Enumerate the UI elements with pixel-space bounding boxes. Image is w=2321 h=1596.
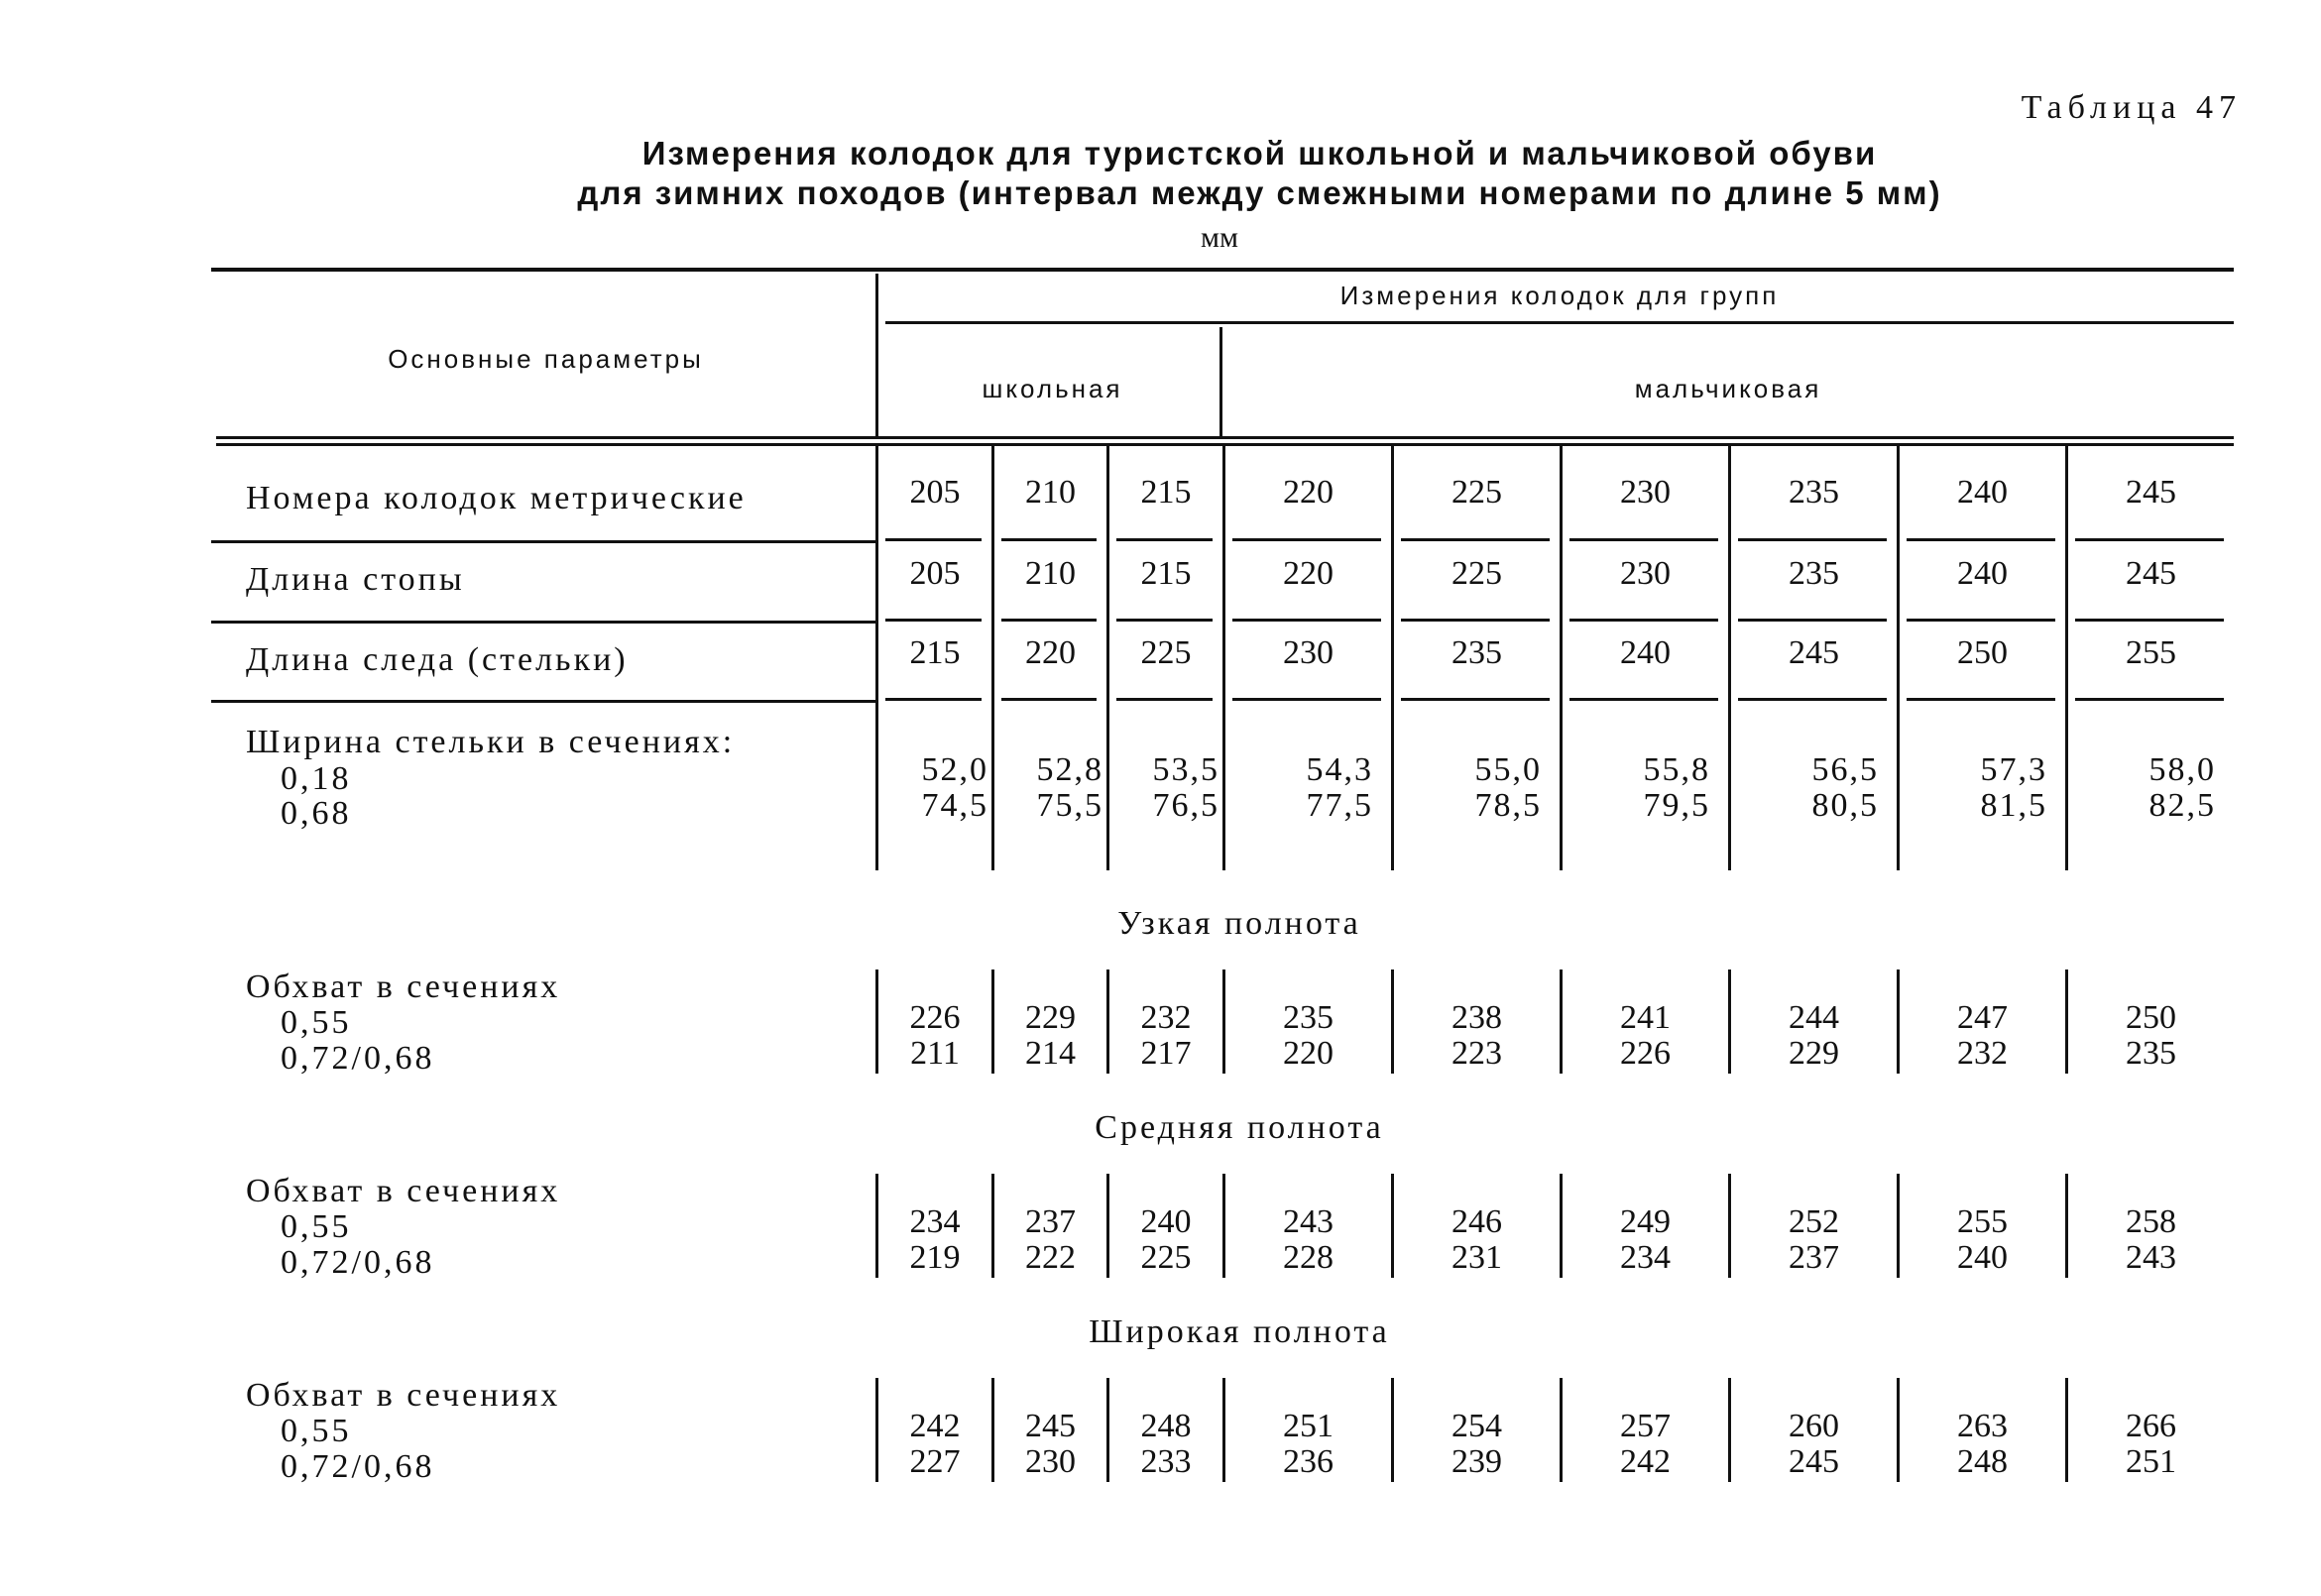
section-2-cell-072-8: 251 — [2126, 1443, 2176, 1480]
header-divider-params — [875, 274, 878, 436]
section-2-cell-072-4: 239 — [1451, 1443, 1502, 1480]
cell-insole-width-068-1: 75,5 — [1036, 787, 1103, 824]
cell-rule-r1-c1 — [1001, 619, 1097, 622]
cell-rule-r1-c7 — [1907, 619, 2055, 622]
section-2-cell-055-5: 257 — [1620, 1408, 1671, 1444]
cell-rule-r2-c0 — [885, 698, 982, 701]
section-narrow-sub2: 0,72/0,68 — [281, 1040, 435, 1077]
cell-insole-width-018-0: 52,0 — [921, 751, 988, 788]
cell-insole_length-2: 225 — [1140, 634, 1192, 671]
section-0-cell-055-3: 235 — [1283, 999, 1334, 1036]
cell-insole_length-0: 215 — [909, 634, 961, 671]
cell-insole-width-018-1: 52,8 — [1036, 751, 1103, 788]
cell-insole-width-068-7: 81,5 — [1980, 787, 2047, 824]
section-0-cell-072-8: 235 — [2126, 1035, 2176, 1072]
cell-rule-r0-c6 — [1738, 538, 1887, 541]
section-2-cell-055-6: 260 — [1789, 1408, 1839, 1444]
cell-rule-r2-c1 — [1001, 698, 1097, 701]
section-0-cell-072-7: 232 — [1957, 1035, 2008, 1072]
cell-foot_length-8: 245 — [2126, 555, 2176, 592]
cell-foot_length-3: 220 — [1283, 555, 1334, 592]
row-label-insole-length: Длина следа (стельки) — [246, 641, 629, 678]
cell-insole-width-068-6: 80,5 — [1811, 787, 1879, 824]
cell-insole_length-1: 220 — [1025, 634, 1076, 671]
section-0-cell-072-4: 223 — [1451, 1035, 1502, 1072]
header-measurements: Измерения колодок для групп — [1339, 281, 1780, 310]
unit-label: мм — [1201, 221, 1238, 254]
header-double-rule-top — [216, 436, 2234, 439]
cell-rule-r2-c8 — [2075, 698, 2224, 701]
section-narrow-sub1: 0,55 — [281, 1004, 352, 1041]
section-2-cell-055-2: 248 — [1140, 1408, 1192, 1444]
cell-foot_length-5: 230 — [1620, 555, 1671, 592]
cell-foot_length-4: 225 — [1451, 555, 1502, 592]
cell-insole-width-068-3: 77,5 — [1306, 787, 1373, 824]
cell-foot_length-2: 215 — [1140, 555, 1192, 592]
section-1-cell-055-0: 234 — [909, 1203, 961, 1240]
section-1-cell-072-8: 243 — [2126, 1239, 2176, 1276]
section-0-cell-055-5: 241 — [1620, 999, 1671, 1036]
section-0-cell-072-0: 211 — [910, 1035, 960, 1072]
cell-insole-width-068-4: 78,5 — [1474, 787, 1542, 824]
section-1-cell-072-7: 240 — [1957, 1239, 2008, 1276]
table-title-line-2: для зимних походов (интервал между смежными номерами по длине 5 мм) — [577, 174, 1942, 211]
row-label-numbers: Номера колодок метрические — [246, 480, 747, 516]
section-0-cell-072-5: 226 — [1620, 1035, 1671, 1072]
section-1-cell-055-4: 246 — [1451, 1203, 1502, 1240]
section-0-cell-072-2: 217 — [1140, 1035, 1192, 1072]
section-2-cell-055-7: 263 — [1957, 1408, 2008, 1444]
cell-insole_length-7: 250 — [1957, 634, 2008, 671]
section-2-cell-055-3: 251 — [1283, 1408, 1334, 1444]
cell-rule-r1-c5 — [1569, 619, 1718, 622]
section-2-cell-072-3: 236 — [1283, 1443, 1334, 1480]
header-rule-groups — [885, 321, 2234, 324]
section-0-cell-055-8: 250 — [2126, 999, 2176, 1036]
cell-insole-width-018-2: 53,5 — [1152, 751, 1219, 788]
cell-insole_length-4: 235 — [1451, 634, 1502, 671]
section-2-cell-055-0: 242 — [909, 1408, 961, 1444]
cell-numbers-6: 235 — [1789, 474, 1839, 511]
cell-rule-r0-c2 — [1116, 538, 1213, 541]
section-2-cell-072-1: 230 — [1025, 1443, 1076, 1480]
section-0-cell-055-4: 238 — [1451, 999, 1502, 1036]
cell-rule-r1-c6 — [1738, 619, 1887, 622]
section-1-cell-072-3: 228 — [1283, 1239, 1334, 1276]
cell-insole-width-018-6: 56,5 — [1811, 751, 1879, 788]
section-1-cell-072-0: 219 — [909, 1239, 961, 1276]
cell-numbers-8: 245 — [2126, 474, 2176, 511]
cell-rule-r0-c7 — [1907, 538, 2055, 541]
section-2-cell-055-4: 254 — [1451, 1408, 1502, 1444]
section-0-cell-055-7: 247 — [1957, 999, 2008, 1036]
section-title-wide: Широкая полнота — [1089, 1313, 1390, 1350]
table-number: Таблица 47 — [2021, 89, 2242, 126]
cell-insole-width-018-8: 58,0 — [2148, 751, 2216, 788]
section-0-cell-072-3: 220 — [1283, 1035, 1334, 1072]
section-1-cell-055-1: 237 — [1025, 1203, 1076, 1240]
cell-numbers-0: 205 — [909, 474, 961, 511]
section-narrow-label: Обхват в сечениях — [246, 969, 561, 1005]
section-1-cell-072-2: 225 — [1140, 1239, 1192, 1276]
section-1-cell-055-3: 243 — [1283, 1203, 1334, 1240]
cell-insole_length-8: 255 — [2126, 634, 2176, 671]
cell-rule-r0-c8 — [2075, 538, 2224, 541]
section-1-cell-072-4: 231 — [1451, 1239, 1502, 1276]
section-title-medium: Средняя полнота — [1095, 1109, 1384, 1146]
section-1-cell-055-5: 249 — [1620, 1203, 1671, 1240]
header-group-boys: мальчиковая — [1634, 374, 1822, 403]
cell-foot_length-0: 205 — [909, 555, 961, 592]
row-label-foot-length: Длина стопы — [246, 561, 465, 598]
section-2-cell-072-5: 242 — [1620, 1443, 1671, 1480]
cell-foot_length-1: 210 — [1025, 555, 1076, 592]
cell-rule-r0-c0 — [885, 538, 982, 541]
cell-insole-width-068-0: 74,5 — [921, 787, 988, 824]
cell-insole-width-018-3: 54,3 — [1306, 751, 1373, 788]
section-2-cell-072-2: 233 — [1140, 1443, 1192, 1480]
cell-rule-r1-c4 — [1401, 619, 1550, 622]
section-0-cell-072-6: 229 — [1789, 1035, 1839, 1072]
section-1-cell-072-1: 222 — [1025, 1239, 1076, 1276]
section-1-cell-055-7: 255 — [1957, 1203, 2008, 1240]
cell-insole_length-5: 240 — [1620, 634, 1671, 671]
cell-numbers-3: 220 — [1283, 474, 1334, 511]
cell-numbers-1: 210 — [1025, 474, 1076, 511]
cell-rule-r0-c5 — [1569, 538, 1718, 541]
cell-numbers-4: 225 — [1451, 474, 1502, 511]
section-0-cell-055-2: 232 — [1140, 999, 1192, 1036]
section-1-cell-072-6: 237 — [1789, 1239, 1839, 1276]
row-label-insole-width: Ширина стельки в сечениях: — [246, 724, 736, 760]
cell-rule-r1-c3 — [1232, 619, 1381, 622]
section-title-narrow: Узкая полнота — [1117, 905, 1361, 942]
top-rule — [211, 268, 2234, 272]
row-rule-2 — [211, 621, 875, 624]
section-medium-sub1: 0,55 — [281, 1208, 352, 1245]
cell-rule-r1-c8 — [2075, 619, 2224, 622]
section-2-cell-072-6: 245 — [1789, 1443, 1839, 1480]
cell-rule-r0-c1 — [1001, 538, 1097, 541]
cell-numbers-5: 230 — [1620, 474, 1671, 511]
cell-rule-r0-c4 — [1401, 538, 1550, 541]
row-rule-3 — [211, 700, 875, 703]
section-1-cell-055-6: 252 — [1789, 1203, 1839, 1240]
table-title-line-1: Измерения колодок для туристской школьной и мальчиковой обуви — [641, 135, 1878, 171]
section-2-cell-055-8: 266 — [2126, 1408, 2176, 1444]
cell-insole_length-6: 245 — [1789, 634, 1839, 671]
section-2-cell-072-0: 227 — [909, 1443, 961, 1480]
section-0-cell-072-1: 214 — [1025, 1035, 1076, 1072]
section-0-cell-055-0: 226 — [909, 999, 961, 1036]
cell-insole-width-068-2: 76,5 — [1152, 787, 1219, 824]
cell-insole-width-068-5: 79,5 — [1643, 787, 1710, 824]
cell-rule-r0-c3 — [1232, 538, 1381, 541]
cell-insole_length-3: 230 — [1283, 634, 1334, 671]
section-1-cell-055-8: 258 — [2126, 1203, 2176, 1240]
section-2-cell-072-7: 248 — [1957, 1443, 2008, 1480]
cell-numbers-2: 215 — [1140, 474, 1192, 511]
section-2-cell-055-1: 245 — [1025, 1408, 1076, 1444]
cell-rule-r1-c0 — [885, 619, 982, 622]
cell-rule-r2-c6 — [1738, 698, 1887, 701]
section-wide-sub1: 0,55 — [281, 1413, 352, 1449]
section-1-cell-055-2: 240 — [1140, 1203, 1192, 1240]
row-rule-1 — [211, 540, 875, 543]
row-label-insole-width-068: 0,68 — [281, 795, 352, 832]
cell-rule-r1-c2 — [1116, 619, 1213, 622]
header-params: Основные параметры — [388, 344, 704, 374]
section-1-cell-072-5: 234 — [1620, 1239, 1671, 1276]
cell-rule-r2-c2 — [1116, 698, 1213, 701]
cell-numbers-7: 240 — [1957, 474, 2008, 511]
row-label-insole-width-018: 0,18 — [281, 760, 352, 797]
cell-foot_length-7: 240 — [1957, 555, 2008, 592]
cell-rule-r2-c7 — [1907, 698, 2055, 701]
header-group-school: школьная — [982, 374, 1123, 403]
section-medium-sub2: 0,72/0,68 — [281, 1244, 435, 1281]
section-wide-sub2: 0,72/0,68 — [281, 1448, 435, 1485]
cell-rule-r2-c3 — [1232, 698, 1381, 701]
section-0-cell-055-1: 229 — [1025, 999, 1076, 1036]
section-wide-label: Обхват в сечениях — [246, 1377, 561, 1414]
cell-foot_length-6: 235 — [1789, 555, 1839, 592]
cell-rule-r2-c5 — [1569, 698, 1718, 701]
cell-rule-r2-c4 — [1401, 698, 1550, 701]
cell-insole-width-018-7: 57,3 — [1980, 751, 2047, 788]
cell-insole-width-068-8: 82,5 — [2148, 787, 2216, 824]
section-0-cell-055-6: 244 — [1789, 999, 1839, 1036]
section-medium-label: Обхват в сечениях — [246, 1173, 561, 1209]
cell-insole-width-018-5: 55,8 — [1643, 751, 1710, 788]
cell-insole-width-018-4: 55,0 — [1474, 751, 1542, 788]
